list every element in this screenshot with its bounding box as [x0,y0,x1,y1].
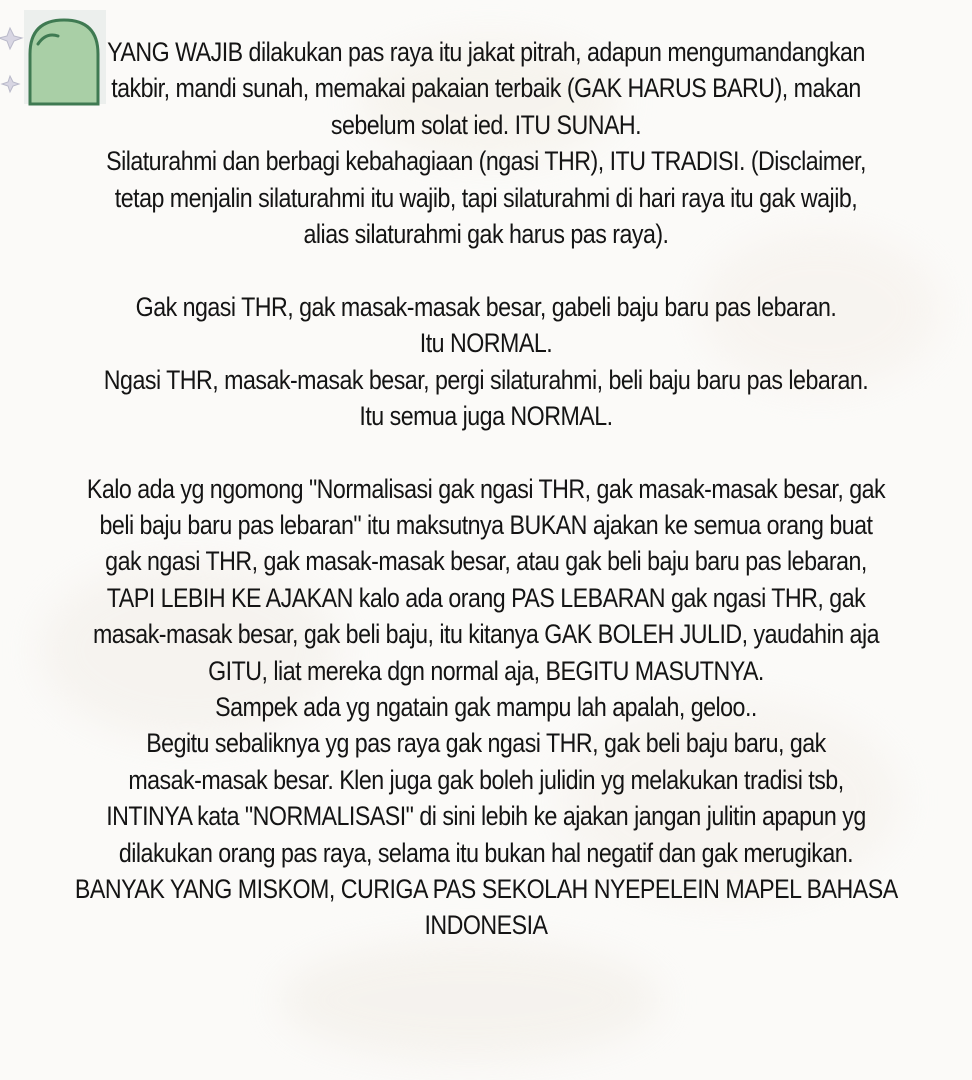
text-line: Gak ngasi THR, gak masak-masak besar, gabeli baju baru pas lebaran. [135,291,837,322]
paragraph-gap [75,434,897,470]
text-line: Ngasi THR, masak-masak besar, pergi silaturahmi, beli baju baru pas lebaran. [103,364,869,395]
text-line: Itu semua juga NORMAL. [359,400,613,431]
text-line: GITU, liat mereka dgn normal aja, BEGITU MASUTNYA. [208,655,764,686]
text-line: YANG WAJIB dilakukan pas raya itu jakat pitrah, adapun mengumandangkan [107,37,865,67]
text-line: INDONESIA [424,910,548,941]
background-blur-patch [280,940,660,1060]
text-line: dilakukan orang pas raya, selama itu bukan hal negatif dan gak merugikan. [118,837,854,868]
text-line: masak-masak besar. Klen juga gak boleh julidin yg melakukan tradisi tsb, [128,764,844,795]
text-line: Begitu sebaliknya yg pas raya gak ngasi THR, gak beli baju baru, gak [146,728,826,759]
text-line: gak ngasi THR, gak masak-masak besar, atau gak beli baju baru pas lebaran, [105,546,867,577]
post-text [75,34,897,944]
text-line: alias silaturahmi gak harus pas raya). [303,218,669,249]
text-line: Silaturahmi dan berbagi kebahagiaan (ngasi THR), ITU TRADISI. (Disclaimer, [106,146,866,177]
text-line: beli baju baru pas lebaran" itu maksutnya BUKAN ajakan ke semua orang buat [99,510,873,541]
text-line: Sampek ada yg ngatain gak mampu lah apalah, geloo.. [215,692,757,723]
text-line: BANYAK YANG MISKOM, CURIGA PAS SEKOLAH NYEPELEIN MAPEL BAHASA [74,873,898,904]
text-line: Kalo ada yg ngomong "Normalisasi gak ngasi THR, gak masak-masak besar, gak [86,473,886,504]
text-line: tetap menjalin silaturahmi itu wajib, tapi silaturahmi di hari raya itu gak wajib, [114,182,858,213]
text-line: INTINYA kata "NORMALISASI" di sini lebih ke ajakan jangan julitin apapun yg [106,801,866,832]
text-line: TAPI LEBIH KE AJAKAN kalo ada orang PAS LEBARAN gak ngasi THR, gak [106,582,866,613]
text-line: Itu NORMAL. [419,328,553,359]
text-line: sebelum solat ied. ITU SUNAH. [330,109,642,140]
paragraph-gap [75,252,897,288]
text-line: masak-masak besar, gak beli baju, itu kitanya GAK BOLEH JULID, yaudahin aja [92,619,880,650]
text-line: takbir, mandi sunah, memakai pakaian terbaik (GAK HARUS BARU), makan [111,73,861,104]
